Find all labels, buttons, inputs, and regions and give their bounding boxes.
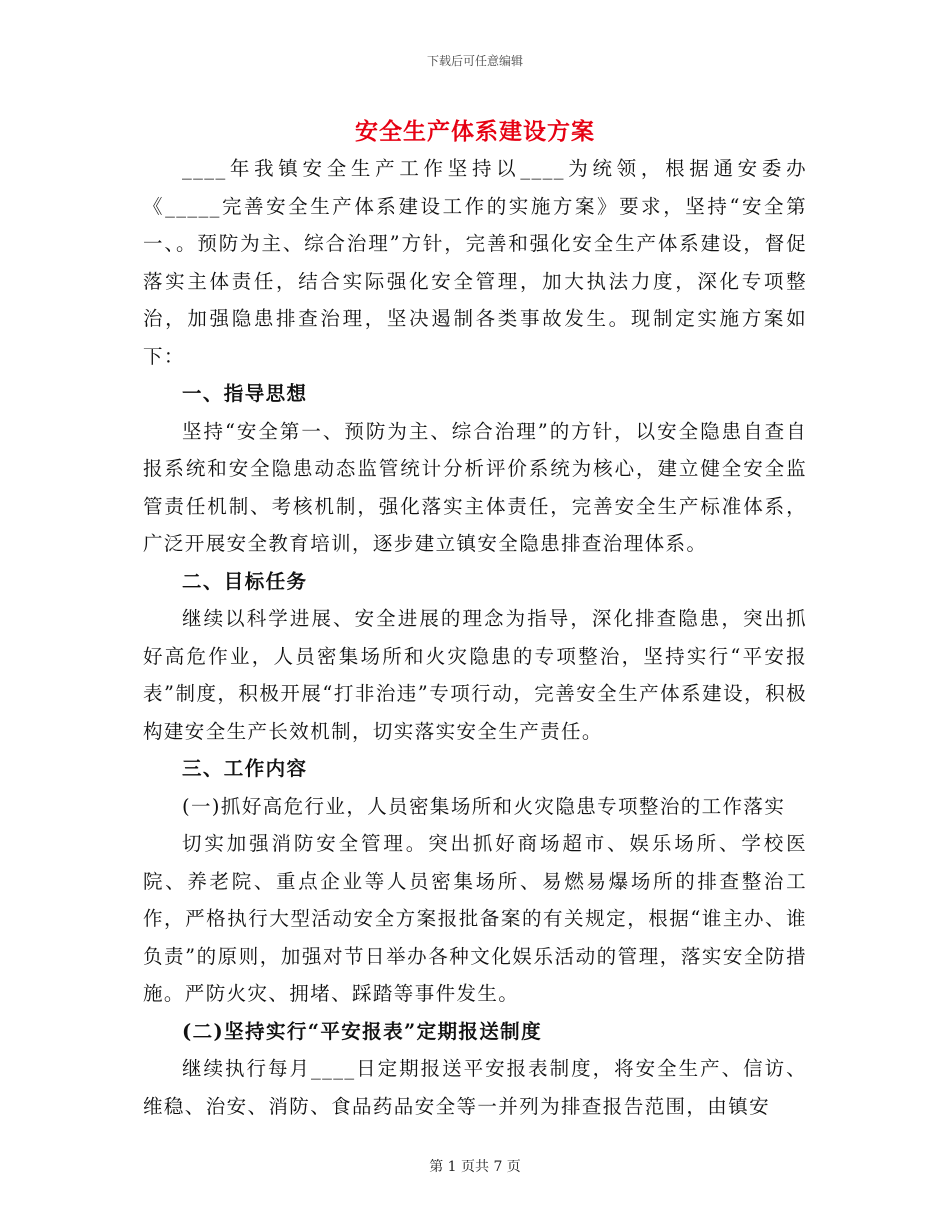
section-heading-goals: 二、目标任务	[182, 569, 308, 593]
intro-paragraph: ____年我镇安全生产工作坚持以____为统领，根据通安委办《_____完善安全生产体系建设工作的实施方案》要求，坚持“安全第一、。预防为主、综合治理”方针，完善和强化安全生产体系建设，督促落实主体责任，结合实际强化安全管理，加大执法力度，深化专项整治，加强隐患排查治理，坚决遏制各类事故发生。现制定实施方案如下：	[143, 157, 807, 368]
header-note: 下载后可任意编辑	[426, 54, 523, 68]
body-paragraph: 继续执行每月____日定期报送平安报表制度，将安全生产、信访、维稳、治安、消防、食品药品安全等一并列为排查报告范围，由镇安	[143, 1057, 807, 1118]
body-paragraph: 切实加强消防安全管理。突出抓好商场超市、娱乐场所、学校医院、养老院、重点企业等人员密集场所、易燃易爆场所的排查整治工作，严格执行大型活动安全方案报批备案的有关规定，根据“谁主办、谁负责”的原则，加强对节日举办各种文化娱乐活动的管理，落实安全防措施。严防火灾、拥堵、踩踏等事件发生。	[143, 832, 807, 1005]
section-heading-work-content: 三、工作内容	[182, 757, 308, 780]
section-heading-guiding-ideology: 一、指导思想	[182, 382, 308, 405]
body-paragraph: 继续以科学进展、安全进展的理念为指导，深化排查隐患，突出抓好高危作业，人员密集场所和火灾隐患的专项整治，坚持实行“平安报表”制度，积极开展“打非治违”专项行动，完善安全生产体系建设，积极构建安全生产长效机制，切实落实安全生产责任。	[143, 607, 807, 743]
document-body	[143, 150, 807, 1125]
subsection-paragraph: (一)抓好高危行业，人员密集场所和火灾隐患专项整治的工作落实	[182, 794, 786, 818]
body-paragraph: 坚持“安全第一、预防为主、综合治理”的方针，以安全隐患自查自报系统和安全隐患动态监管统计分析评价系统为核心，建立健全安全监管责任机制、考核机制，强化落实主体责任，完善安全生产标准体系，广泛开展安全教育培训，逐步建立镇安全隐患排查治理体系。	[143, 419, 807, 555]
subsection-heading-safety-report: (二)坚持实行“平安报表”定期报送制度	[182, 1019, 542, 1043]
document-title: 安全生产体系建设方案	[355, 118, 595, 145]
page-number: 第 1 页共 7 页	[429, 1159, 521, 1175]
